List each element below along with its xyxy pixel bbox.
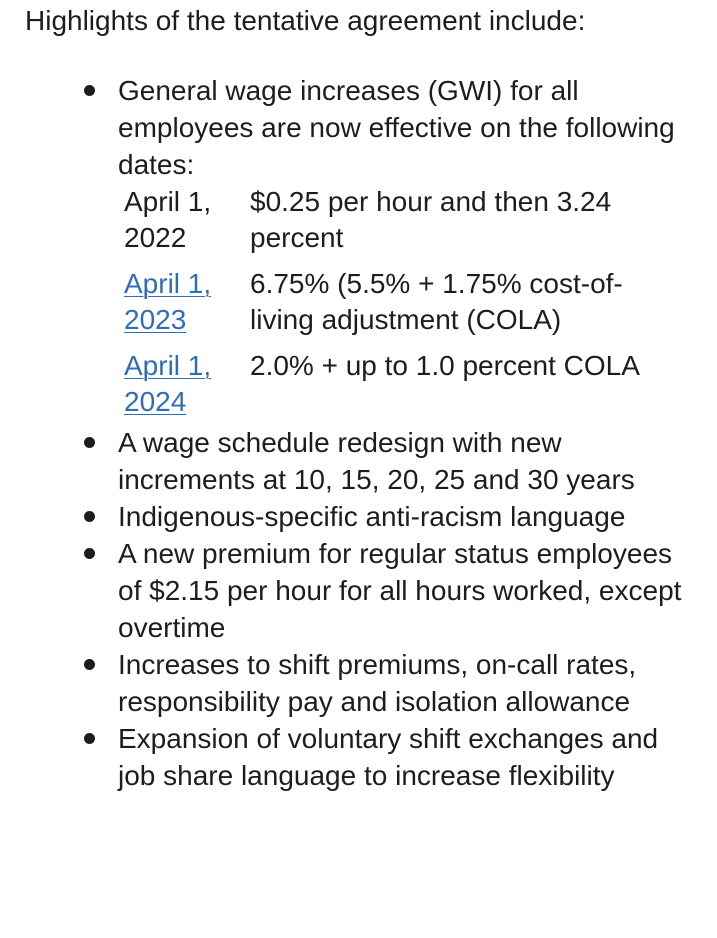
list-item-premium	[0, 535, 717, 646]
list-item-text: Indigenous-specific anti-racism language	[118, 501, 626, 532]
date-line-2[interactable]: 2024	[124, 386, 187, 417]
gwi-date-2024-link[interactable]	[124, 348, 250, 420]
table-row	[124, 184, 697, 256]
list-item-anti-racism	[0, 498, 717, 535]
date-line-1[interactable]: April 1,	[124, 268, 212, 299]
bullet-dot-icon	[84, 659, 95, 670]
bullet-dot-icon	[84, 85, 95, 96]
list-item-wage-schedule	[0, 424, 717, 498]
list-item-text: General wage increases (GWI) for all employees are now effective on the following dates:	[118, 75, 675, 180]
gwi-amount-2024: 2.0% + up to 1.0 percent COLA	[250, 350, 640, 381]
date-line-2: 2022	[124, 222, 187, 253]
gwi-schedule-table	[124, 184, 697, 420]
list-item-text: Increases to shift premiums, on-call rates, responsibility pay and isolation allowance	[118, 649, 637, 717]
bullet-dot-icon	[84, 511, 95, 522]
list-item-text: A new premium for regular status employees of $2.15 per hour for all hours worked, except overtime	[118, 538, 682, 643]
table-row	[124, 266, 697, 338]
gwi-amount-2023: 6.75% (5.5% + 1.75% cost-of-living adjustment (COLA)	[250, 268, 623, 335]
date-line-2[interactable]: 2023	[124, 304, 187, 335]
bullet-dot-icon	[84, 437, 95, 448]
bullet-dot-icon	[84, 548, 95, 559]
list-item-shift-premiums	[0, 646, 717, 720]
highlights-heading: Highlights of the tentative agreement include:	[25, 5, 586, 36]
date-line-1[interactable]: April 1,	[124, 350, 212, 381]
highlights-list	[0, 72, 717, 794]
date-line-1: April 1,	[124, 186, 212, 217]
list-item-text: A wage schedule redesign with new increments at 10, 15, 20, 25 and 30 years	[118, 427, 635, 495]
bullet-dot-icon	[84, 733, 95, 744]
gwi-date-2022	[124, 184, 250, 256]
gwi-date-2023-link[interactable]	[124, 266, 250, 338]
list-item-gwi	[0, 72, 717, 420]
table-row	[124, 348, 697, 420]
list-item-text: Expansion of voluntary shift exchanges and job share language to increase flexibility	[118, 723, 659, 791]
list-item-shift-exchanges	[0, 720, 717, 794]
gwi-amount-2022: $0.25 per hour and then 3.24 percent	[250, 186, 612, 253]
